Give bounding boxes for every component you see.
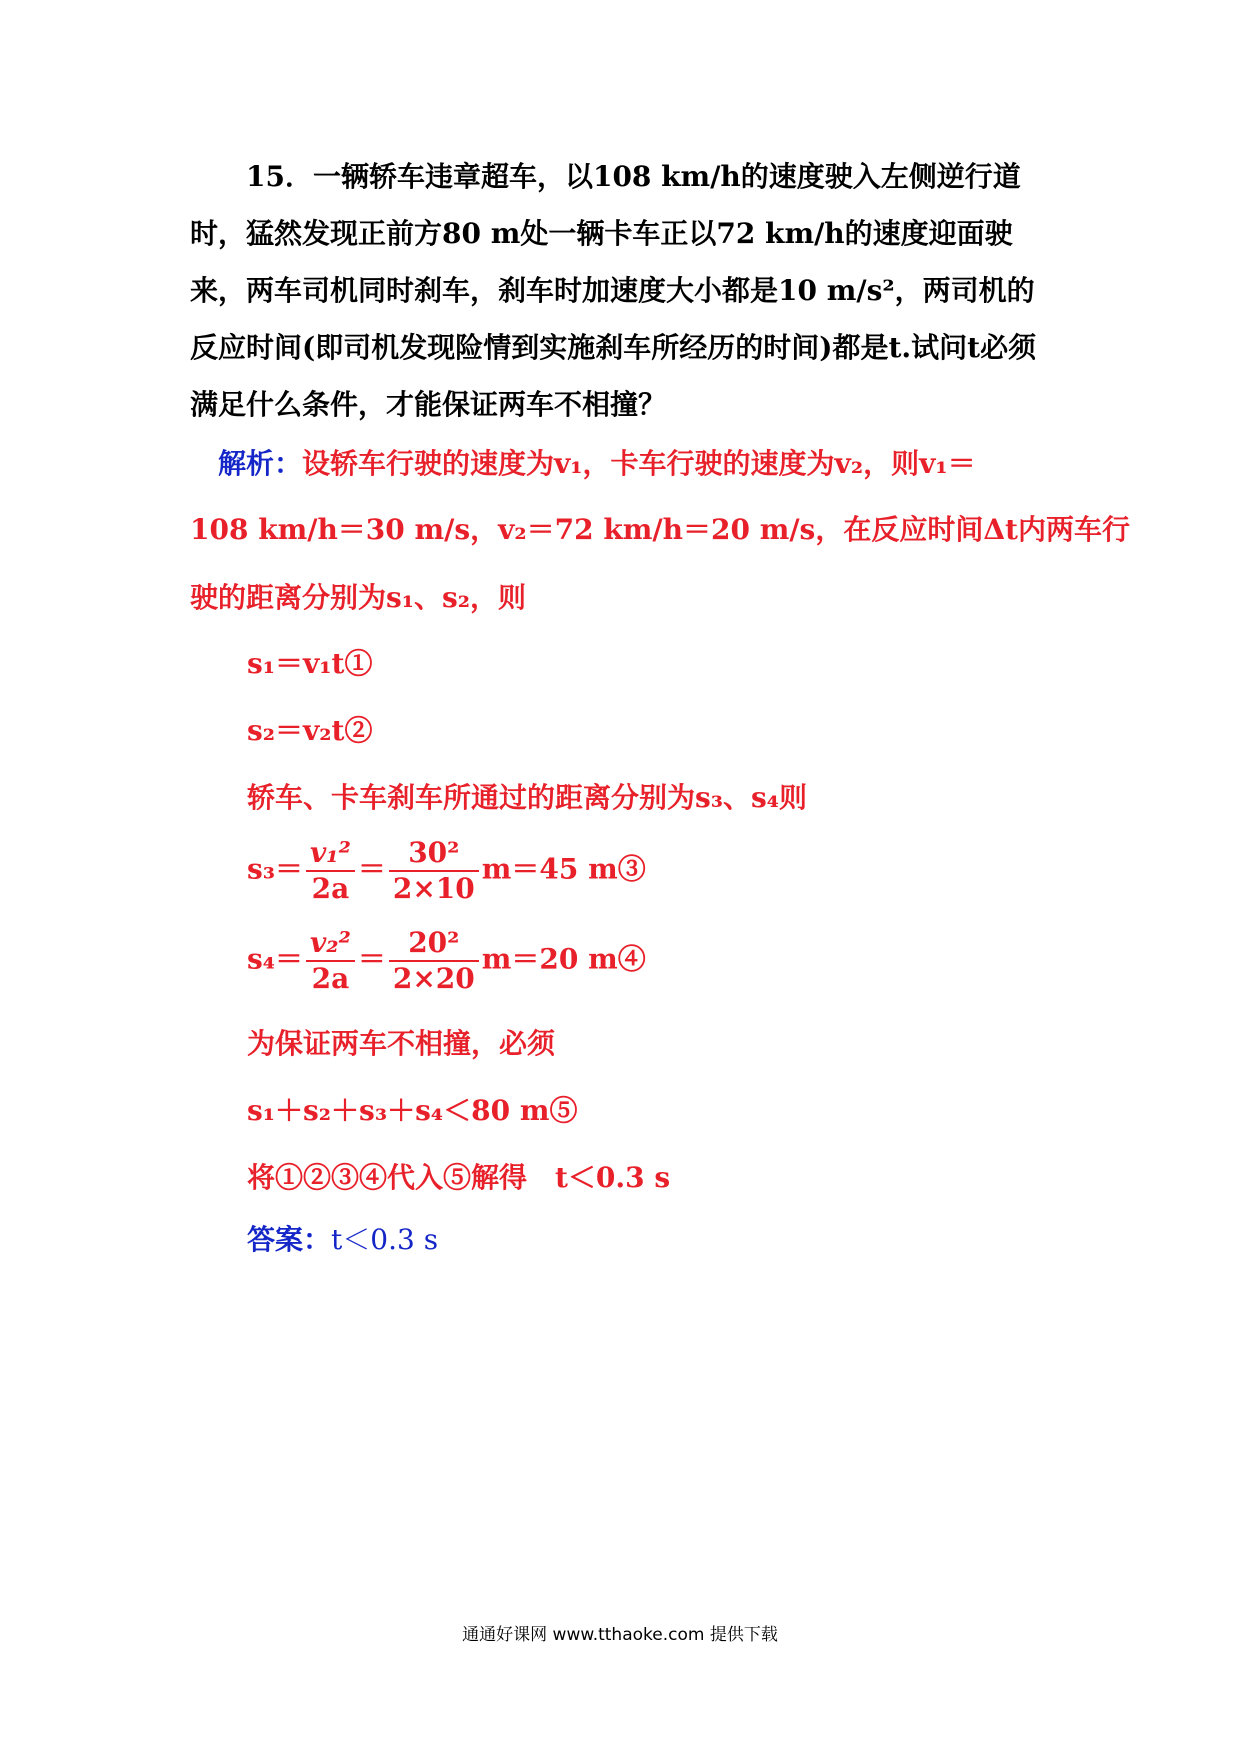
eq3-num2: 30²: [389, 836, 479, 872]
equation-5: s₁＋s₂＋s₃＋s₄＜80 m⑤: [247, 1094, 578, 1127]
braking-distance-text: 轿车、卡车刹车所通过的距离分别为s₃、s₄则: [247, 781, 808, 814]
footer-watermark: 通通好课网 www.tthaoke.com 提供下载: [462, 1625, 778, 1645]
eq4-den1: 2a: [311, 962, 350, 995]
answer-value: t＜0.3 s: [331, 1223, 439, 1256]
eq3-den2: 2×10: [392, 872, 475, 905]
condition-text: 为保证两车不相撞，必须: [247, 1027, 556, 1060]
equation-4: [247, 926, 1127, 996]
answer-label: 答案：: [247, 1223, 332, 1256]
eq4-lhs: s₄＝: [247, 942, 304, 976]
eq3-fraction-2: [389, 836, 479, 906]
eq4-rhs: m＝20 m④: [481, 942, 646, 976]
equation-2: s₂＝v₂t②: [247, 714, 373, 747]
equation-3: [247, 836, 1127, 906]
eq4-den2: 2×20: [392, 962, 475, 995]
solution-label: 解析：: [218, 447, 303, 480]
question-block: [190, 148, 1050, 433]
solution-line-1: [190, 442, 1070, 482]
eq3-rhs: m＝45 m③: [481, 852, 646, 886]
solution-intro-3: 驶的距离分别为s₁、s₂，则: [190, 581, 527, 614]
question-text: 15．一辆轿车违章超车，以108 km/h的速度驶入左侧逆行道时，猛然发现正前方80 m处一辆卡车正以72 km/h的速度迎面驶来，两车司机同时刹车，刹车时加速度大小都是10 m/s²，两司机的反应时间(即司机发现险情到实施刹车所经历的时间)都是t.试问t必须满足什么条件，才能保证两车不相撞？: [190, 160, 1037, 421]
eq3-den1: 2a: [311, 872, 350, 905]
equation-1: s₁＝v₁t①: [247, 647, 373, 680]
eq4-fraction-1: [306, 926, 355, 996]
eq4-equals: ＝: [357, 942, 386, 976]
eq3-equals: ＝: [357, 852, 386, 886]
answer-line: [247, 1218, 1127, 1258]
eq3-fraction-1: [306, 836, 355, 906]
eq3-lhs: s₃＝: [247, 852, 304, 886]
eq4-num1: v₂²: [306, 926, 355, 962]
eq3-num1: v₁²: [306, 836, 355, 872]
eq4-num2: 20²: [389, 926, 479, 962]
solution-intro-2: 108 km/h＝30 m/s，v₂＝72 km/h＝20 m/s，在反应时间Δt内两车行: [190, 513, 1130, 546]
substitute-text: 将①②③④代入⑤解得 t＜0.3 s: [247, 1161, 671, 1194]
eq4-fraction-2: [389, 926, 479, 996]
solution-intro-1: 设轿车行驶的速度为v₁，卡车行驶的速度为v₂，则v₁＝: [302, 447, 976, 480]
